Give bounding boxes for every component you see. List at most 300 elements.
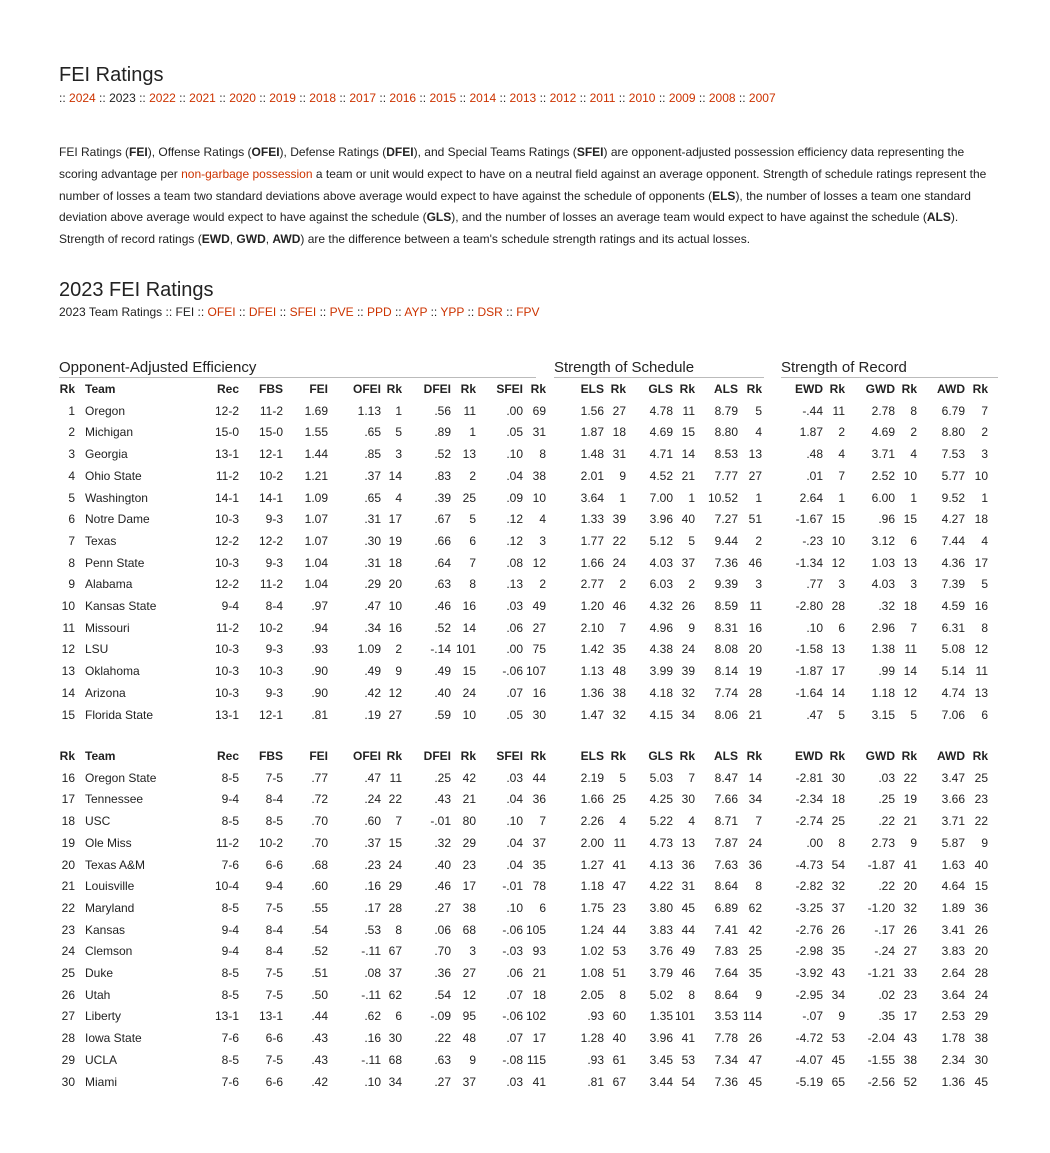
column-gap: [546, 683, 574, 705]
cell-gls-rank: 101: [674, 1009, 695, 1024]
cell-fei: .77: [311, 770, 328, 785]
non-garbage-possession-link[interactable]: non-garbage possession: [181, 166, 313, 181]
table-row: [59, 422, 988, 444]
cell-els: 1.33: [580, 512, 604, 527]
cell-dfei: .32: [434, 835, 451, 850]
cell-awd-rank: 25: [974, 770, 988, 785]
cell-team: Arizona: [85, 685, 126, 700]
cell-els: 1.56: [580, 403, 604, 418]
abbr-dfei: DFEI: [386, 145, 414, 159]
column-gap: [762, 401, 783, 423]
cell-gwd-rank: 9: [910, 835, 917, 850]
cell-awd: 5.77: [941, 468, 965, 483]
cell-gls: 3.44: [649, 1074, 673, 1089]
cell-rank: 25: [61, 966, 75, 981]
cell-awd: 2.53: [941, 1009, 965, 1024]
cell-els: 1.20: [580, 599, 604, 614]
cell-fbs-record: 11-2: [259, 403, 283, 418]
cell-als: 8.71: [714, 814, 738, 829]
cell-gls-rank: 40: [681, 512, 695, 527]
cell-rank: 27: [61, 1009, 75, 1024]
cell-gwd-rank: 19: [903, 792, 917, 807]
cell-record: 10-3: [214, 685, 239, 700]
cell-record: 10-3: [214, 555, 239, 570]
cell-als: 7.87: [714, 835, 738, 850]
cell-sfei: -.08: [502, 1052, 523, 1067]
year-link-2012[interactable]: 2012: [549, 91, 577, 105]
cell-dfei-rank: 29: [462, 835, 476, 850]
cell-dfei: .63: [434, 577, 451, 592]
cell-ofei: .23: [364, 857, 381, 872]
cell-team: Georgia: [85, 447, 128, 462]
cell-gls-rank: 54: [681, 1074, 695, 1089]
column-gap: [546, 1028, 574, 1050]
cell-ewd: -2.95: [795, 987, 823, 1002]
cell-els: 1.87: [580, 425, 604, 440]
cell-els: 1.13: [580, 664, 604, 679]
cell-fbs-record: 8-4: [265, 944, 283, 959]
cell-rank: 12: [61, 642, 75, 657]
cell-ewd-rank: 37: [831, 900, 845, 915]
cell-gls-rank: 8: [688, 987, 695, 1002]
cell-ofei: .08: [364, 966, 381, 981]
cell-fbs-record: 9-4: [265, 879, 283, 894]
cell-ofei: .16: [364, 1031, 381, 1046]
cell-dfei: .83: [434, 468, 451, 483]
schedule-group-header: Strength of Schedule: [554, 358, 764, 378]
cell-els: 1.36: [580, 685, 604, 700]
cell-ewd-rank: 4: [838, 447, 845, 462]
cell-els: 2.10: [580, 620, 604, 635]
rating-link-fpv[interactable]: FPV: [516, 304, 540, 319]
cell-team: Notre Dame: [85, 512, 150, 527]
rating-link-sfei[interactable]: SFEI: [289, 304, 317, 319]
table-row: [59, 1072, 988, 1094]
cell-awd-rank: 28: [974, 966, 988, 981]
cell-sfei-rank: 35: [532, 857, 546, 872]
cell-ewd-rank: 12: [831, 555, 845, 570]
year-link-2018[interactable]: 2018: [309, 91, 336, 105]
col-header-gls: GLS: [648, 749, 673, 763]
cell-fbs-record: 7-5: [265, 1052, 283, 1067]
cell-ewd-rank: 18: [831, 792, 845, 807]
cell-gls-rank: 21: [681, 468, 695, 483]
cell-rank: 9: [68, 577, 75, 592]
cell-ewd: -.23: [802, 533, 823, 548]
table-row: [59, 1028, 988, 1050]
year-link-2017[interactable]: 2017: [349, 91, 377, 105]
column-gap: [762, 963, 783, 985]
rating-link-ypp[interactable]: YPP: [440, 304, 465, 319]
ratings-table-16-30: [59, 746, 988, 1093]
column-gap: [762, 898, 783, 920]
cell-gls-rank: 26: [681, 599, 695, 614]
col-header-dfei: DFEI: [423, 382, 451, 396]
year-link-2015[interactable]: 2015: [429, 91, 457, 105]
cell-ewd: -5.19: [795, 1074, 823, 1089]
cell-sfei: .10: [506, 814, 523, 829]
cell-fei: .43: [311, 1052, 328, 1067]
cell-fei: .93: [311, 642, 328, 657]
cell-els-rank: 41: [612, 857, 626, 872]
cell-ewd: -2.98: [795, 944, 823, 959]
cell-ofei-rank: 1: [395, 403, 402, 418]
ratings-description: FEI Ratings (FEI), Offense Ratings (OFEI), Defense Ratings (DFEI), and Special Teams Ratings (SFEI) are opponent-adjusted possession efficiency data representing the scoring advantage per non-garbage possession a team or unit would expect to have on a neutral field against an average opponent. Strength of schedule ratings represent the number of losses a team two standard deviations above average would expect to have against the schedule of opponents (ELS), the number of losses a team one standard deviation above average would expect to have against the schedule (GLS), and the number of losses an average team would expect to have against the schedule (ALS). Strength of record ratings (EWD, GWD, AWD) are the difference between a team's schedule strength ratings and its actual losses.: [59, 145, 987, 247]
cell-awd: 2.34: [941, 1052, 965, 1067]
rating-link-dsr[interactable]: DSR: [477, 304, 503, 319]
cell-ofei-rank: 30: [388, 1031, 402, 1046]
cell-awd: 1.63: [941, 857, 965, 872]
cell-ewd: -1.34: [795, 555, 823, 570]
cell-awd: 6.79: [941, 403, 965, 418]
col-header-als: ALS: [714, 749, 738, 763]
cell-awd: 3.66: [941, 792, 965, 807]
cell-rank: 6: [68, 512, 75, 527]
year-link-2009[interactable]: 2009: [668, 91, 696, 105]
cell-fbs-record: 9-3: [265, 555, 283, 570]
col-header-gwd: GWD: [865, 749, 895, 763]
table-row: [59, 574, 988, 596]
cell-ewd-rank: 6: [838, 620, 845, 635]
cell-ewd: .48: [806, 447, 823, 462]
cell-ofei: -.11: [361, 1052, 381, 1067]
cell-sfei-rank: 105: [525, 922, 546, 937]
cell-awd-rank: 4: [981, 533, 988, 548]
cell-ewd-rank: 14: [831, 685, 845, 700]
col-header-als-rank: Rk: [746, 749, 762, 763]
cell-sfei-rank: 30: [532, 707, 546, 722]
cell-ofei-rank: 12: [388, 685, 402, 700]
cell-gwd: 3.12: [871, 533, 895, 548]
cell-gwd: 1.03: [871, 555, 895, 570]
cell-sfei: .12: [506, 512, 523, 527]
col-header-als-rank: Rk: [746, 382, 762, 396]
cell-ewd: -2.81: [795, 770, 823, 785]
col-header-ewd: EWD: [795, 382, 823, 396]
cell-awd-rank: 26: [974, 922, 988, 937]
year-link-2010[interactable]: 2010: [628, 91, 656, 105]
cell-els: 1.28: [580, 1031, 604, 1046]
cell-als-rank: 24: [748, 835, 762, 850]
column-gap: [546, 963, 574, 985]
table-row: [59, 618, 988, 640]
cell-els-rank: 35: [612, 642, 626, 657]
cell-als: 7.64: [714, 966, 738, 981]
cell-awd: 3.71: [941, 814, 965, 829]
cell-dfei-rank: 12: [462, 987, 476, 1002]
cell-ewd-rank: 35: [831, 944, 845, 959]
cell-record: 13-1: [214, 1009, 239, 1024]
cell-ofei: 1.13: [357, 403, 381, 418]
cell-gls: 4.52: [649, 468, 673, 483]
cell-ofei: .19: [364, 707, 381, 722]
cell-ofei-rank: 22: [388, 792, 402, 807]
column-gap: [546, 401, 574, 423]
cell-rank: 2: [68, 425, 75, 440]
cell-sfei: -.01: [502, 879, 523, 894]
cell-als-rank: 27: [748, 468, 762, 483]
col-header-team: Team: [85, 382, 116, 396]
cell-record: 9-4: [221, 922, 239, 937]
cell-dfei-rank: 15: [462, 664, 476, 679]
cell-dfei-rank: 7: [469, 555, 476, 570]
cell-els: 1.75: [580, 900, 604, 915]
rating-link-ofei[interactable]: OFEI: [207, 304, 236, 319]
cell-als: 7.77: [714, 468, 738, 483]
column-gap: [762, 683, 783, 705]
cell-ofei: .53: [364, 922, 381, 937]
cell-team: Kansas: [85, 922, 126, 937]
ratings-table-1-15: [59, 379, 988, 726]
cell-awd: 4.27: [941, 512, 965, 527]
cell-dfei: .59: [434, 707, 451, 722]
column-gap: [546, 531, 574, 553]
cell-awd-rank: 11: [975, 664, 988, 679]
cell-fbs-record: 7-5: [265, 770, 283, 785]
cell-fbs-record: 8-4: [265, 792, 283, 807]
column-gap: [762, 509, 783, 531]
cell-ewd: -.07: [802, 1009, 823, 1024]
cell-als: 8.31: [714, 620, 738, 635]
table-row: [59, 596, 988, 618]
rating-link-dfei[interactable]: DFEI: [248, 304, 277, 319]
cell-team: Clemson: [85, 944, 133, 959]
cell-ofei-rank: 15: [388, 835, 402, 850]
cell-ofei-rank: 18: [388, 555, 402, 570]
cell-awd-rank: 10: [974, 468, 988, 483]
cell-record: 8-5: [221, 987, 239, 1002]
cell-sfei: -.06: [502, 664, 523, 679]
cell-team: USC: [85, 814, 111, 829]
cell-els: 1.27: [580, 857, 604, 872]
cell-gls: 4.13: [649, 857, 673, 872]
cell-dfei: .43: [434, 792, 451, 807]
cell-ofei-rank: 68: [388, 1052, 402, 1067]
cell-als-rank: 16: [748, 620, 762, 635]
col-header-ofei: OFEI: [352, 382, 381, 396]
cell-sfei-rank: 44: [532, 770, 546, 785]
cell-ofei-rank: 37: [388, 966, 402, 981]
cell-fbs-record: 12-2: [258, 533, 283, 548]
cell-gwd-rank: 20: [903, 879, 917, 894]
cell-gls-rank: 14: [681, 447, 695, 462]
cell-gwd: -.17: [874, 922, 895, 937]
cell-dfei: .89: [434, 425, 451, 440]
cell-ofei-rank: 3: [395, 447, 402, 462]
cell-rank: 1: [68, 403, 75, 418]
rating-link-ayp[interactable]: AYP: [404, 304, 428, 319]
cell-als-rank: 47: [748, 1052, 762, 1067]
cell-gwd: -2.56: [867, 1074, 895, 1089]
cell-sfei-rank: 7: [539, 814, 546, 829]
cell-team: Ole Miss: [85, 835, 132, 850]
year-link-2014[interactable]: 2014: [469, 91, 497, 105]
cell-gls-rank: 37: [681, 555, 695, 570]
cell-ewd: -2.76: [795, 922, 823, 937]
cell-team: Oregon State: [85, 770, 157, 785]
cell-ofei: .37: [364, 468, 381, 483]
cell-els-rank: 39: [612, 512, 626, 527]
cell-fbs-record: 12-1: [258, 707, 283, 722]
col-header-fei: FEI: [309, 382, 328, 396]
cell-awd: 9.52: [941, 490, 965, 505]
cell-fbs-record: 6-6: [265, 1074, 283, 1089]
column-gap: [546, 941, 574, 963]
cell-gwd-rank: 33: [903, 966, 917, 981]
cell-gls: 5.03: [649, 770, 673, 785]
year-navigation: :: 2024 :: 2023 :: 2022 :: 2021 :: 2020 :: 2019 :: 2018 :: 2017 :: 2016 :: 2015 :: 2014 :: 2013 :: 2012 :: 2011 :: 2010 :: 2009 :: 2008 :: 2007: [59, 91, 776, 105]
cell-awd: 4.64: [941, 879, 965, 894]
cell-awd-rank: 12: [974, 642, 988, 657]
cell-ofei-rank: 10: [388, 599, 402, 614]
cell-els: 2.00: [580, 835, 604, 850]
cell-ewd: -.44: [802, 403, 823, 418]
column-gap: [546, 920, 574, 942]
cell-awd: 7.39: [941, 577, 965, 592]
cell-team: Utah: [85, 987, 111, 1002]
cell-els-rank: 7: [619, 620, 626, 635]
cell-als-rank: 20: [748, 642, 762, 657]
cell-team: Penn State: [85, 555, 145, 570]
cell-team: Michigan: [85, 425, 134, 440]
cell-gwd-rank: 11: [904, 642, 917, 657]
cell-gls-rank: 5: [688, 533, 695, 548]
cell-dfei: .52: [434, 620, 451, 635]
cell-sfei: .04: [506, 857, 523, 872]
cell-rank: 21: [61, 879, 75, 894]
cell-fei: .70: [311, 835, 328, 850]
cell-ofei: .65: [364, 490, 381, 505]
cell-rank: 16: [61, 770, 75, 785]
col-header-sfei: SFEI: [496, 749, 523, 763]
cell-els-rank: 8: [619, 987, 626, 1002]
table-row: [59, 811, 988, 833]
cell-ewd-rank: 43: [831, 966, 845, 981]
year-link-2021[interactable]: 2021: [189, 91, 216, 105]
col-header-awd: AWD: [937, 749, 965, 763]
cell-awd-rank: 30: [974, 1052, 988, 1067]
column-gap: [762, 833, 783, 855]
cell-dfei: .39: [434, 490, 451, 505]
rating-link-pve[interactable]: PVE: [329, 304, 354, 319]
cell-team: Oklahoma: [85, 664, 140, 679]
cell-dfei-rank: 3: [469, 944, 476, 959]
cell-awd-rank: 1: [981, 490, 988, 505]
cell-ewd-rank: 8: [838, 835, 845, 850]
cell-sfei-rank: 37: [532, 835, 546, 850]
column-gap: [546, 1072, 574, 1094]
cell-gls-rank: 9: [688, 620, 695, 635]
cell-els-rank: 40: [612, 1031, 626, 1046]
cell-rank: 17: [61, 792, 75, 807]
cell-ofei-rank: 34: [388, 1074, 402, 1089]
cell-els: 1.77: [580, 533, 604, 548]
cell-als: 7.36: [714, 1074, 738, 1089]
cell-dfei-rank: 37: [462, 1074, 476, 1089]
cell-fbs-record: 14-1: [258, 490, 283, 505]
cell-gls-rank: 49: [681, 944, 695, 959]
year-link-2020[interactable]: 2020: [229, 91, 256, 105]
cell-sfei: .04: [506, 835, 523, 850]
cell-els: 1.18: [580, 879, 604, 894]
cell-gwd: .03: [878, 770, 895, 785]
column-gap: [546, 639, 574, 661]
cell-fei: .94: [311, 620, 328, 635]
cell-als-rank: 42: [748, 922, 762, 937]
column-gap: [762, 531, 783, 553]
cell-als: 8.14: [714, 664, 738, 679]
col-header-ewd: EWD: [795, 749, 823, 763]
cell-record: 11-2: [215, 620, 239, 635]
cell-gls-rank: 11: [682, 403, 695, 418]
year-link-2016[interactable]: 2016: [389, 91, 417, 105]
cell-sfei-rank: 8: [539, 447, 546, 462]
cell-gwd: -1.55: [867, 1052, 895, 1067]
year-link-2007[interactable]: 2007: [748, 91, 776, 105]
year-link-2008[interactable]: 2008: [708, 91, 736, 105]
cell-dfei: -.09: [430, 1009, 451, 1024]
year-link-2022[interactable]: 2022: [149, 91, 176, 105]
cell-als: 7.74: [714, 685, 738, 700]
cell-sfei: .07: [506, 987, 523, 1002]
cell-gwd: .22: [878, 814, 895, 829]
cell-ewd: .47: [806, 707, 823, 722]
year-link-2011[interactable]: 2011: [589, 91, 616, 105]
abbr-gls: GLS: [426, 210, 452, 225]
year-link-2024[interactable]: 2024: [69, 91, 96, 105]
cell-gwd-rank: 52: [903, 1074, 917, 1089]
year-link-2013[interactable]: 2013: [509, 91, 537, 105]
table-row: [59, 941, 988, 963]
cell-dfei: .70: [434, 944, 451, 959]
cell-record: 7-6: [221, 857, 239, 872]
cell-els: 1.48: [580, 447, 604, 462]
cell-ewd-rank: 30: [831, 770, 845, 785]
cell-ofei-rank: 8: [395, 922, 402, 937]
cell-ewd-rank: 11: [832, 403, 845, 418]
cell-dfei-rank: 24: [462, 685, 476, 700]
column-gap: [762, 574, 783, 596]
column-gap: [546, 768, 574, 790]
cell-gls: 4.78: [649, 403, 673, 418]
cell-fei: .44: [311, 1009, 328, 1024]
cell-dfei-rank: 23: [462, 857, 476, 872]
cell-gwd-rank: 10: [903, 468, 917, 483]
column-gap: [546, 553, 574, 575]
cell-ofei-rank: 4: [395, 490, 402, 505]
cell-fei: 1.55: [304, 425, 328, 440]
cell-record: 7-6: [221, 1031, 239, 1046]
rating-link-ppd[interactable]: PPD: [366, 304, 392, 319]
column-gap: [546, 811, 574, 833]
year-link-2019[interactable]: 2019: [269, 91, 296, 105]
column-gap: [546, 898, 574, 920]
cell-sfei-rank: 69: [532, 403, 546, 418]
cell-gwd: 3.15: [871, 707, 895, 722]
cell-dfei-rank: 25: [462, 490, 476, 505]
cell-sfei-rank: 102: [525, 1009, 546, 1024]
cell-dfei: .27: [434, 1074, 451, 1089]
cell-fbs-record: 7-5: [265, 987, 283, 1002]
column-gap: [546, 444, 574, 466]
cell-record: 8-5: [221, 966, 239, 981]
cell-als: 10.52: [707, 490, 738, 505]
cell-dfei-rank: 68: [462, 922, 476, 937]
cell-dfei-rank: 16: [462, 599, 476, 614]
cell-ewd-rank: 34: [831, 987, 845, 1002]
cell-gls-rank: 15: [681, 425, 695, 440]
cell-awd: 7.44: [941, 533, 965, 548]
